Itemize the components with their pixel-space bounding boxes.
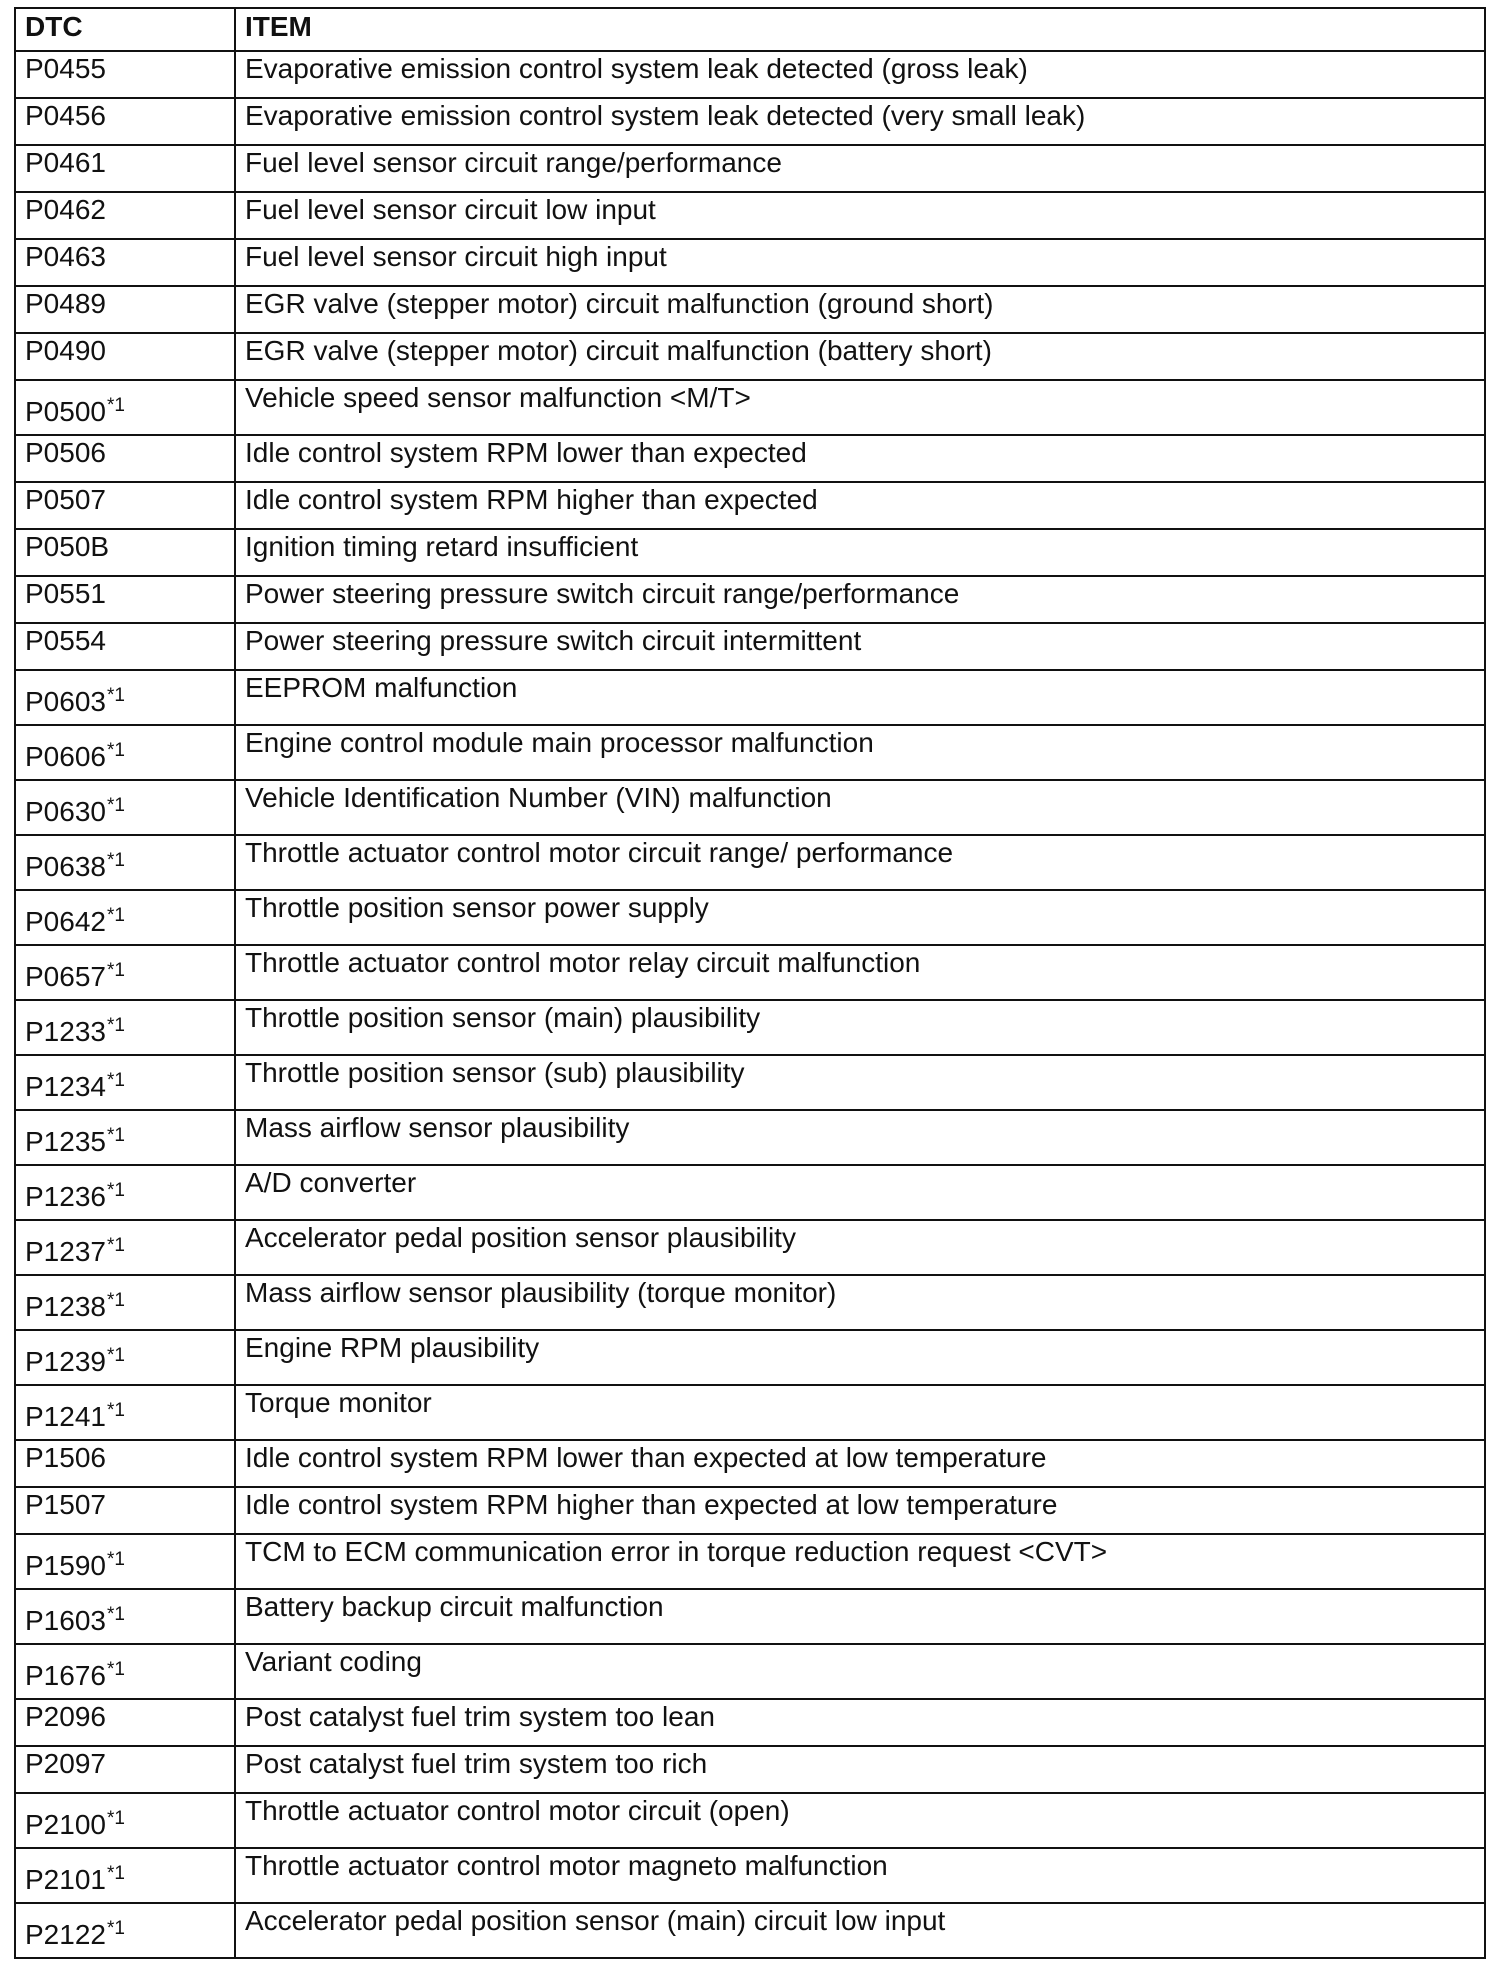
dtc-cell <box>15 1903 235 1958</box>
dtc-code <box>25 194 106 225</box>
dtc-code-text: P1237 <box>25 1236 106 1267</box>
dtc-cell <box>15 1055 235 1110</box>
dtc-code-text: P0455 <box>25 53 106 84</box>
item-cell: Throttle actuator control motor magneto malfunction <box>235 1848 1485 1903</box>
dtc-cell <box>15 1385 235 1440</box>
dtc-cell <box>15 725 235 780</box>
table-row <box>15 1000 1485 1055</box>
dtc-cell <box>15 239 235 286</box>
item-cell: Mass airflow sensor plausibility (torque monitor) <box>235 1275 1485 1330</box>
table-row <box>15 1275 1485 1330</box>
item-cell: Idle control system RPM lower than expected at low temperature <box>235 1440 1485 1487</box>
dtc-cell <box>15 1110 235 1165</box>
table-row <box>15 380 1485 435</box>
footnote-marker: *1 <box>106 794 125 816</box>
item-cell: Idle control system RPM lower than expected <box>235 435 1485 482</box>
dtc-code <box>25 1002 125 1048</box>
dtc-code-text: P1506 <box>25 1442 106 1473</box>
dtc-code-text: P0507 <box>25 484 106 515</box>
footnote-marker: *1 <box>106 1124 125 1146</box>
dtc-code <box>25 1277 125 1323</box>
table-row <box>15 725 1485 780</box>
dtc-code-text: P0606 <box>25 741 106 772</box>
dtc-code-text: P1238 <box>25 1291 106 1322</box>
dtc-table <box>14 7 1486 1959</box>
dtc-code-text: P0551 <box>25 578 106 609</box>
dtc-code <box>25 484 106 515</box>
item-cell: EGR valve (stepper motor) circuit malfunction (battery short) <box>235 333 1485 380</box>
dtc-code-text: P0500 <box>25 396 106 427</box>
dtc-cell <box>15 529 235 576</box>
item-cell: Variant coding <box>235 1644 1485 1699</box>
footnote-marker: *1 <box>106 1344 125 1366</box>
dtc-cell <box>15 435 235 482</box>
item-cell: Evaporative emission control system leak detected (gross leak) <box>235 51 1485 98</box>
dtc-cell <box>15 1440 235 1487</box>
table-row <box>15 835 1485 890</box>
dtc-cell <box>15 780 235 835</box>
dtc-cell <box>15 576 235 623</box>
table-row <box>15 945 1485 1000</box>
dtc-code <box>25 1905 125 1951</box>
table-body <box>15 51 1485 1958</box>
dtc-code <box>25 1536 125 1582</box>
dtc-cell <box>15 1848 235 1903</box>
item-cell: Engine RPM plausibility <box>235 1330 1485 1385</box>
footnote-marker: *1 <box>106 684 125 706</box>
item-cell: Post catalyst fuel trim system too rich <box>235 1746 1485 1793</box>
dtc-code-text: P1235 <box>25 1126 106 1157</box>
item-cell: Accelerator pedal position sensor plausibility <box>235 1220 1485 1275</box>
dtc-code <box>25 578 106 609</box>
dtc-code <box>25 1795 125 1841</box>
table-row <box>15 670 1485 725</box>
item-cell: Fuel level sensor circuit low input <box>235 192 1485 239</box>
dtc-cell <box>15 670 235 725</box>
item-cell: Throttle position sensor power supply <box>235 890 1485 945</box>
dtc-code <box>25 727 125 773</box>
item-cell: Battery backup circuit malfunction <box>235 1589 1485 1644</box>
dtc-cell <box>15 192 235 239</box>
dtc-cell <box>15 145 235 192</box>
dtc-code-text: P2101 <box>25 1864 106 1895</box>
table-row <box>15 1534 1485 1589</box>
dtc-code-text: P0462 <box>25 194 106 225</box>
item-cell: Power steering pressure switch circuit intermittent <box>235 623 1485 670</box>
table-row <box>15 145 1485 192</box>
dtc-cell <box>15 333 235 380</box>
dtc-code-text: P0638 <box>25 851 106 882</box>
dtc-cell <box>15 380 235 435</box>
footnote-marker: *1 <box>106 1014 125 1036</box>
item-cell: Idle control system RPM higher than expected <box>235 482 1485 529</box>
dtc-code-text: P0554 <box>25 625 106 656</box>
dtc-code-text: P1241 <box>25 1401 106 1432</box>
table-row <box>15 1589 1485 1644</box>
dtc-cell <box>15 945 235 1000</box>
item-cell: Throttle position sensor (main) plausibility <box>235 1000 1485 1055</box>
footnote-marker: *1 <box>106 849 125 871</box>
item-cell: Throttle actuator control motor relay circuit malfunction <box>235 945 1485 1000</box>
table-row <box>15 1746 1485 1793</box>
table-row <box>15 1903 1485 1958</box>
table-row <box>15 780 1485 835</box>
dtc-code <box>25 837 125 883</box>
dtc-code-text: P1239 <box>25 1346 106 1377</box>
footnote-marker: *1 <box>106 1399 125 1421</box>
footnote-marker: *1 <box>106 1069 125 1091</box>
dtc-code <box>25 625 106 656</box>
dtc-code <box>25 241 106 272</box>
table-row <box>15 1644 1485 1699</box>
dtc-code <box>25 53 106 84</box>
dtc-cell <box>15 835 235 890</box>
dtc-cell <box>15 98 235 145</box>
dtc-code <box>25 1442 106 1473</box>
table-row <box>15 1440 1485 1487</box>
dtc-cell <box>15 1220 235 1275</box>
table-row <box>15 333 1485 380</box>
table-row <box>15 192 1485 239</box>
table-row <box>15 1110 1485 1165</box>
footnote-marker: *1 <box>106 1179 125 1201</box>
item-cell: Engine control module main processor malfunction <box>235 725 1485 780</box>
footnote-marker: *1 <box>106 1234 125 1256</box>
item-cell: Evaporative emission control system leak detected (very small leak) <box>235 98 1485 145</box>
dtc-code-text: P1233 <box>25 1016 106 1047</box>
dtc-code <box>25 335 106 366</box>
dtc-cell <box>15 1275 235 1330</box>
dtc-cell <box>15 1487 235 1534</box>
dtc-cell <box>15 1793 235 1848</box>
item-cell: TCM to ECM communication error in torque reduction request <CVT> <box>235 1534 1485 1589</box>
item-cell: Torque monitor <box>235 1385 1485 1440</box>
item-cell: Throttle actuator control motor circuit range/ performance <box>235 835 1485 890</box>
table-row <box>15 239 1485 286</box>
table-row <box>15 1385 1485 1440</box>
item-cell: Throttle actuator control motor circuit (open) <box>235 1793 1485 1848</box>
dtc-code-text: P2096 <box>25 1701 106 1732</box>
dtc-code-text: P1234 <box>25 1071 106 1102</box>
table-row <box>15 1220 1485 1275</box>
item-cell: Vehicle speed sensor malfunction <M/T> <box>235 380 1485 435</box>
dtc-code <box>25 1591 125 1637</box>
item-cell: Accelerator pedal position sensor (main) circuit low input <box>235 1903 1485 1958</box>
dtc-code-text: P050B <box>25 531 110 562</box>
table-row <box>15 51 1485 98</box>
dtc-code-text: P0630 <box>25 796 106 827</box>
dtc-code <box>25 437 106 468</box>
dtc-code <box>25 1167 125 1213</box>
table-row <box>15 529 1485 576</box>
item-cell: A/D converter <box>235 1165 1485 1220</box>
dtc-code <box>25 100 106 131</box>
table-row <box>15 286 1485 333</box>
dtc-cell <box>15 1330 235 1385</box>
footnote-marker: *1 <box>106 959 125 981</box>
dtc-cell <box>15 1589 235 1644</box>
dtc-code <box>25 1057 125 1103</box>
dtc-code-text: P0456 <box>25 100 106 131</box>
dtc-code-text: P0506 <box>25 437 106 468</box>
item-cell: EGR valve (stepper motor) circuit malfunction (ground short) <box>235 286 1485 333</box>
dtc-code-text: P0490 <box>25 335 106 366</box>
item-cell: Fuel level sensor circuit range/performance <box>235 145 1485 192</box>
header-dtc: DTC <box>15 8 235 51</box>
footnote-marker: *1 <box>106 394 125 416</box>
dtc-cell <box>15 890 235 945</box>
table-row <box>15 1330 1485 1385</box>
dtc-code <box>25 782 125 828</box>
dtc-code <box>25 1387 125 1433</box>
dtc-code-text: P0603 <box>25 686 106 717</box>
dtc-code <box>25 1332 125 1378</box>
table-row <box>15 98 1485 145</box>
footnote-marker: *1 <box>106 904 125 926</box>
dtc-cell <box>15 1165 235 1220</box>
dtc-code <box>25 531 109 562</box>
dtc-code <box>25 1489 106 1520</box>
dtc-code <box>25 382 125 428</box>
dtc-code-text: P1590 <box>25 1550 106 1581</box>
header-item: ITEM <box>235 8 1485 51</box>
dtc-code-text: P1603 <box>25 1605 106 1636</box>
table-header-row <box>15 8 1485 51</box>
table-row <box>15 1165 1485 1220</box>
dtc-cell <box>15 286 235 333</box>
dtc-cell <box>15 1000 235 1055</box>
dtc-cell <box>15 1746 235 1793</box>
footnote-marker: *1 <box>106 1917 125 1939</box>
dtc-code-text: P0642 <box>25 906 106 937</box>
table-row <box>15 576 1485 623</box>
dtc-code <box>25 147 106 178</box>
footnote-marker: *1 <box>106 1807 125 1829</box>
dtc-code <box>25 288 106 319</box>
table-row <box>15 482 1485 529</box>
dtc-code <box>25 1701 106 1732</box>
dtc-code-text: P0461 <box>25 147 106 178</box>
dtc-code-text: P1236 <box>25 1181 106 1212</box>
dtc-cell <box>15 51 235 98</box>
item-cell: Idle control system RPM higher than expected at low temperature <box>235 1487 1485 1534</box>
dtc-cell <box>15 1534 235 1589</box>
footnote-marker: *1 <box>106 1658 125 1680</box>
item-cell: Mass airflow sensor plausibility <box>235 1110 1485 1165</box>
dtc-code <box>25 947 125 993</box>
footnote-marker: *1 <box>106 739 125 761</box>
table-row <box>15 1848 1485 1903</box>
table-row <box>15 1793 1485 1848</box>
dtc-code-text: P1676 <box>25 1660 106 1691</box>
item-cell: EEPROM malfunction <box>235 670 1485 725</box>
dtc-code-text: P0657 <box>25 961 106 992</box>
dtc-code <box>25 1748 106 1779</box>
table-row <box>15 435 1485 482</box>
dtc-cell <box>15 623 235 670</box>
dtc-code-text: P2122 <box>25 1919 106 1950</box>
table-row <box>15 890 1485 945</box>
table-row <box>15 1699 1485 1746</box>
dtc-code <box>25 1646 125 1692</box>
dtc-code-text: P0489 <box>25 288 106 319</box>
dtc-code <box>25 1222 125 1268</box>
item-cell: Vehicle Identification Number (VIN) malfunction <box>235 780 1485 835</box>
item-cell: Ignition timing retard insufficient <box>235 529 1485 576</box>
item-cell: Post catalyst fuel trim system too lean <box>235 1699 1485 1746</box>
dtc-code <box>25 672 125 718</box>
footnote-marker: *1 <box>106 1603 125 1625</box>
table-row <box>15 1055 1485 1110</box>
table-row <box>15 623 1485 670</box>
dtc-code-text: P2100 <box>25 1809 106 1840</box>
footnote-marker: *1 <box>106 1548 125 1570</box>
item-cell: Power steering pressure switch circuit range/performance <box>235 576 1485 623</box>
footnote-marker: *1 <box>106 1289 125 1311</box>
dtc-cell <box>15 482 235 529</box>
dtc-code <box>25 892 125 938</box>
dtc-code-text: P1507 <box>25 1489 106 1520</box>
dtc-code <box>25 1850 125 1896</box>
dtc-code-text: P0463 <box>25 241 106 272</box>
footnote-marker: *1 <box>106 1862 125 1884</box>
dtc-code-text: P2097 <box>25 1748 106 1779</box>
item-cell: Fuel level sensor circuit high input <box>235 239 1485 286</box>
dtc-cell <box>15 1699 235 1746</box>
item-cell: Throttle position sensor (sub) plausibility <box>235 1055 1485 1110</box>
dtc-code <box>25 1112 125 1158</box>
dtc-cell <box>15 1644 235 1699</box>
table-row <box>15 1487 1485 1534</box>
